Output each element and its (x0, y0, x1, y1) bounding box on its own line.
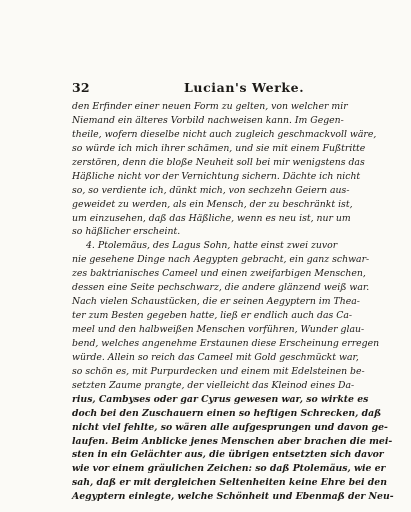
text-line: so würde ich mich ihrer schämen, und sie mit einem Fußtritte (72, 142, 366, 154)
text-line: laufen. Beim Anblicke jenes Menschen aber brachen die mei- (72, 435, 393, 447)
text-line: so häßlicher erscheint. (72, 226, 181, 238)
text-line: dessen eine Seite pechschwarz, die andere glänzend weiß war. (72, 282, 370, 294)
text-line: Niemand ein älteres Vorbild nachweisen kann. Im Gegen- (72, 114, 344, 126)
text-line: ter zum Besten gegeben hatte, ließ er endlich auch das Ca- (72, 310, 353, 322)
text-line: meel und den halbweißen Menschen vorführen, Wunder glau- (72, 324, 365, 335)
text-line: bend, welches angenehme Erstaunen diese Erscheinung erregen (72, 337, 380, 349)
text-line: geweidet zu werden, als ein Mensch, der zu beschränkt ist, (72, 198, 353, 210)
text-line: sten in ein Gelächter aus, die übrigen entsetzten sich davor (72, 449, 384, 461)
text-line: Häßliche nicht vor der Vernichtung sichern. Dächte ich nicht (72, 170, 361, 182)
text-line: sah, daß er mit dergleichen Seltenheiten keine Ehre bei den (72, 477, 387, 489)
running-title: Lucian's Werke. (184, 80, 305, 95)
paragraph-start-line: 4. Ptolemäus, des Lagus Sohn, hatte einst zwei zuvor (86, 240, 338, 252)
text-line: den Erfinder einer neuen Form zu gelten, von welcher mir (72, 101, 348, 112)
text-line: so schön es, mit Purpurdecken und einem mit Edelsteinen be- (72, 365, 365, 377)
text-line: setzten Zaume prangte, der vielleicht das Kleinod eines Da- (72, 379, 355, 391)
body-text (72, 100, 394, 504)
page-number: 32 (72, 80, 90, 95)
text-line: doch bei den Zuschauern einen so heftigen Schrecken, daß (72, 407, 382, 419)
text-line: nicht viel fehlte, so wären alle aufgesprungen und davon ge- (72, 421, 388, 433)
text-line: Aegyptern einlegte, welche Schönheit und Ebenmaß der Neu- (72, 491, 394, 503)
text-line: zerstören, denn die bloße Neuheit soll bei mir wenigstens das (72, 156, 365, 168)
page-header (72, 80, 362, 98)
text-line: um einzusehen, daß das Häßliche, wenn es neu ist, nur um (72, 212, 351, 224)
text-line: rius, Cambyses oder gar Cyrus gewesen war, so wirkte es (72, 393, 369, 405)
text-line: zes baktrianisches Cameel und einen zweifarbigen Menschen, (72, 268, 366, 280)
text-line: nie gesehene Dinge nach Aegypten gebracht, ein ganz schwar- (72, 254, 370, 266)
text-line: theile, wofern dieselbe nicht auch zugleich geschmackvoll wäre, (72, 128, 377, 140)
text-line: so, so verdiente ich, dünkt mich, von sechzehn Geiern aus- (72, 184, 350, 196)
text-line: Nach vielen Schaustücken, die er seinen Aegyptern im Thea- (72, 296, 360, 308)
text-line: wie vor einem gräulichen Zeichen: so daß Ptolemäus, wie er (72, 463, 386, 475)
text-line: würde. Allein so reich das Cameel mit Gold geschmückt war, (72, 351, 359, 363)
